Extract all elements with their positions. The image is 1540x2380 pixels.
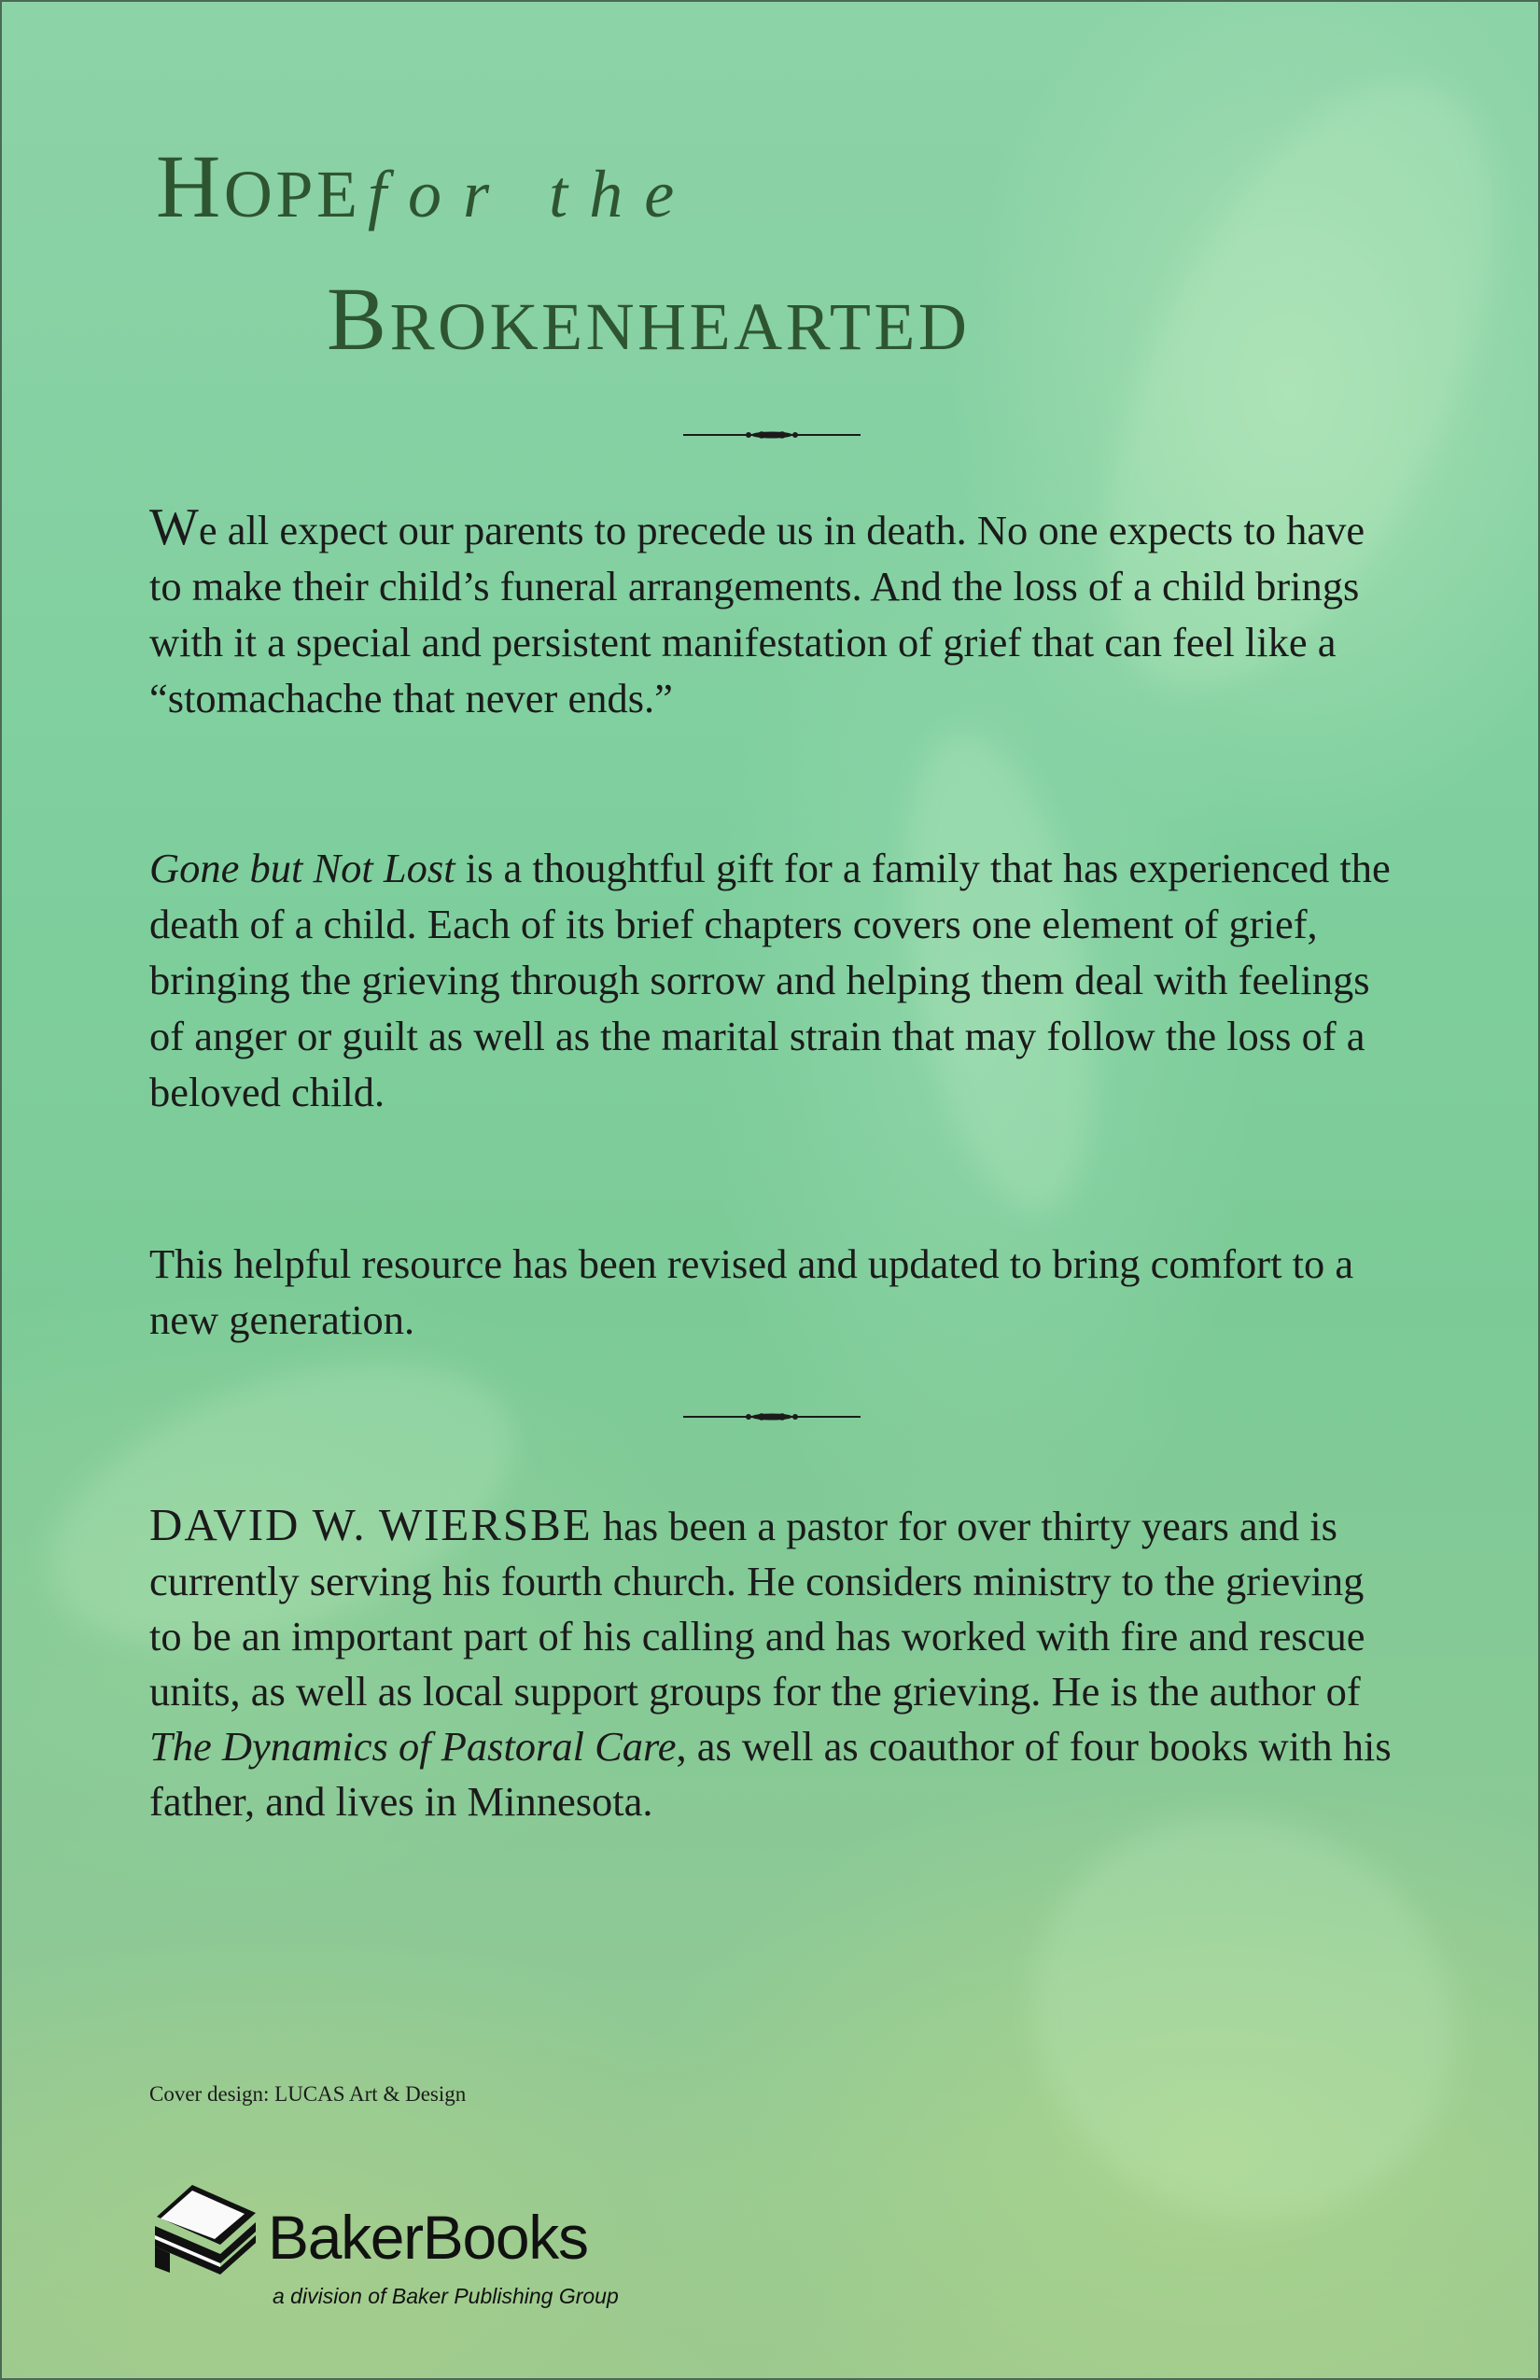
author-name: DAVID W. WIERSBE (149, 1499, 593, 1550)
title-hope-rest: OPE (223, 157, 361, 231)
publisher-logo (151, 2181, 674, 2321)
author-bio (149, 1497, 1400, 1829)
dropcap: W (149, 498, 199, 556)
bio-text: has been a pastor for over thirty years and is currently serving his fourth church. He considers ministry to the grieving to be an important part of his calling and has worked with fire and rescue units, as well as local support groups for the grieving. He is the author of (149, 1503, 1365, 1715)
title-line-2 (327, 269, 971, 369)
title-line-1 (156, 136, 696, 236)
open-book-stack-icon (151, 2181, 261, 2275)
title-broken-rest: ROKENHEARTE (389, 289, 918, 364)
paragraph-text: e all expect our parents to precede us in death. No one expects to have to make their child’s funeral arrangements. And the loss of a child brings with it a special and persistent manifestation of grief that can feel like a “stomachache that never ends.” (149, 507, 1365, 721)
title-hope-initial: H (156, 136, 224, 236)
ornament-divider-top (683, 428, 861, 441)
title-for-the: for the (367, 157, 696, 231)
description-paragraph-1 (149, 499, 1400, 726)
bio-text: , as well as coauthor of four books with his father, and lives in Minnesota. (149, 1723, 1392, 1825)
book-title-reference: Gone but Not Lost (149, 845, 455, 891)
paragraph-text: is a thoughtful gift for a family that has experienced the death of a child. Each of its brief chapters covers one element of grief, bringing the grieving through sorrow and helping them deal with feelings of anger or guilt as well as the marital strain that may follow the loss of a beloved child. (149, 845, 1391, 1115)
title-broken-initial: B (327, 269, 390, 369)
cover-design-credit: Cover design: LUCAS Art & Design (149, 2082, 467, 2106)
description-paragraph-2 (149, 840, 1400, 1120)
title-broken-last: D (917, 289, 971, 364)
publisher-tagline: a division of Baker Publishing Group (273, 2284, 619, 2308)
publisher-name: BakerBooks (268, 2203, 588, 2272)
ornament-divider-bottom (683, 1410, 861, 1423)
author-book-title: The Dynamics of Pastoral Care (149, 1723, 677, 1770)
description-paragraph-3: This helpful resource has been revised and updated to bring comfort to a new generation. (149, 1240, 1354, 1343)
